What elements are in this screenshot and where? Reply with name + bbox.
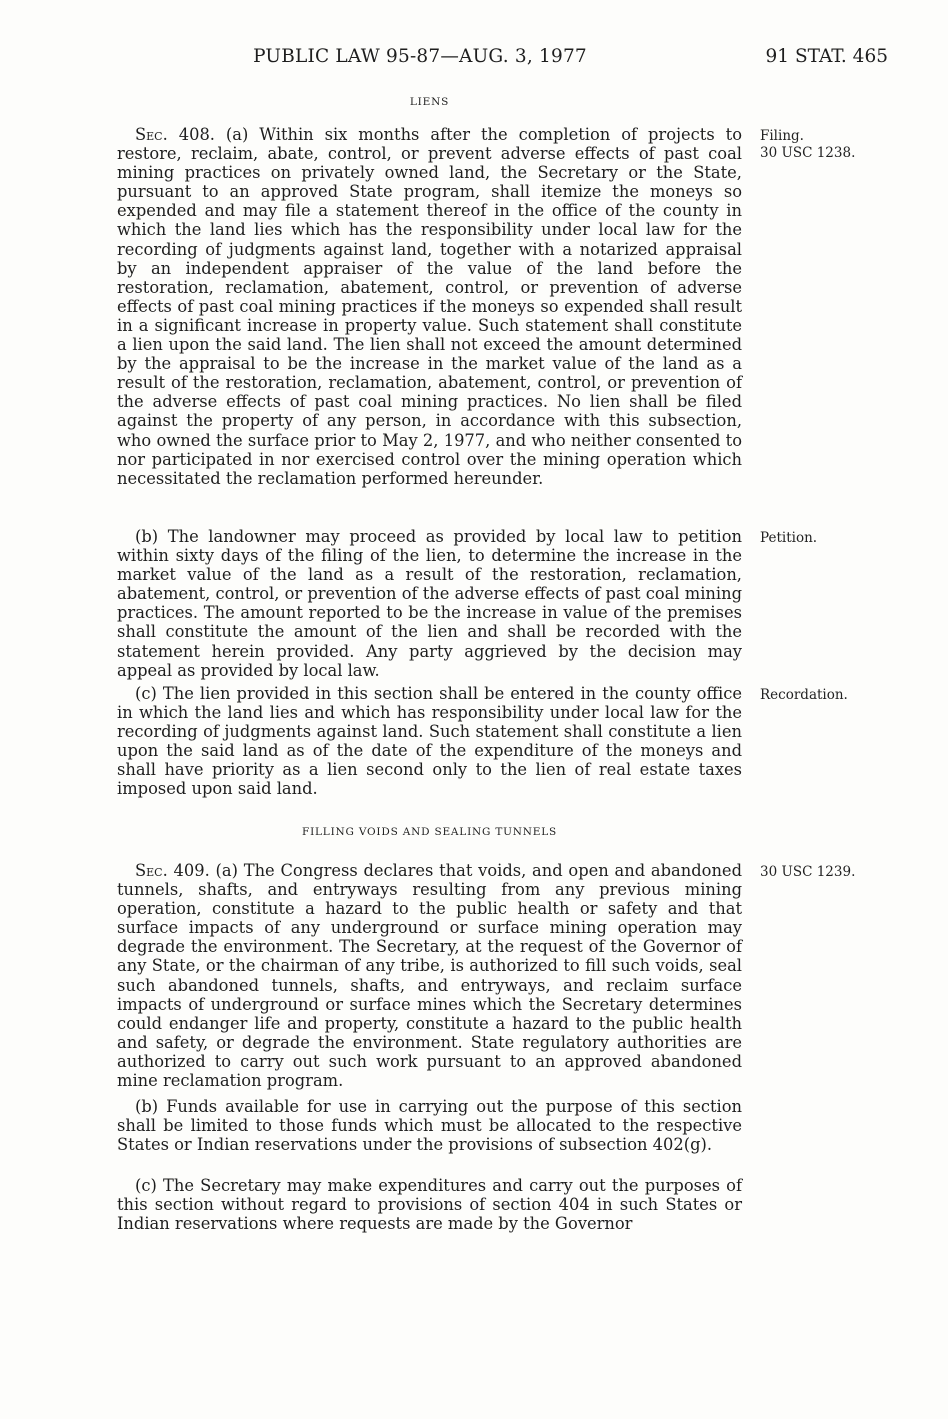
page-header <box>0 44 948 74</box>
liens-heading: LIENS <box>409 96 450 108</box>
statute-page-number: 91 STAT. 465 <box>765 46 888 67</box>
sec-408-b: (b) The landowner may proceed as provided by local law to petition within sixty days of the filing of the lien, to determine the increase in the market value of the land as a result of the restoration, reclamation, abatement, control, or prevention of the adverse effects of past coal mining practices. The amount reported to be the increase in value of the premises shall constitute the amount of the lien and shall be recorded with the statement herein provided. Any party aggrieved by the decision may appeal as provided by local law. <box>117 527 742 680</box>
sec-409-c: (c) The Secretary may make expenditures and carry out the purposes of this section without regard to provisions of section 404 in such States or Indian reservations where requests are made by the Governor <box>117 1176 742 1234</box>
margin-note-recordation: Recordation. <box>760 687 848 703</box>
sec-408-c: (c) The lien provided in this section shall be entered in the county office in which the land lies and which has responsibility under local law for the recording of judgments against land. Such statement shall constitute a lien upon the said land as of the date of the expenditure of the moneys and shall have priority as a lien second only to the lien of real estate taxes imposed upon said land. <box>117 684 742 799</box>
sec-409-a-text: 409. (a) The Congress declares that voids, and open and abandoned tunnels, shafts, and entryways resulting from any previous mining operation, constitute a hazard to the public health or safety and that surface impacts of any underground or surface mining operation may degrade the environment. The Secretary, at the request of the Governor of any State, or the chairman of any tribe, is authorized to fill such voids, seal such abandoned tunnels, shafts, and entryways, and reclaim surface impacts of underground or surface mines which the Secretary determines could endanger life and property, constitute a hazard to the public health and safety, or degrade the environment. State regulatory authorities are authorized to carry out such work pursuant to an approved abandoned mine reclamation program. <box>117 861 742 1091</box>
sec-408-a-text: 408. (a) Within six months after the completion of projects to restore, reclaim, abate, control, or prevent adverse effects of past coal mining practices on privately owned land, the Secretary or the State, pursuant to an approved State program, shall itemize the moneys so expended and may file a statement thereof in the office of the county in which the land lies which has the responsibility under local law for the recording of judgments against land, together with a notarized appraisal by an independent appraiser of the value of the land before the restoration, reclamation, abatement, control, or prevention of adverse effects of past coal mining practices if the moneys so expended shall result in a significant increase in property value. Such statement shall constitute a lien upon the said land. The lien shall not exceed the amount determined by the appraisal to be the increase in the market value of the land as a result of the restoration, reclamation, abatement, control, or prevention of the adverse effects of past coal mining practices. No lien shall be filed against the property of any person, in accordance with this subsection, who owned the surface prior to May 2, 1977, and who neither consented to nor participated in nor exercised control over the mining operation which necessitated the reclamation performed hereunder. <box>117 125 742 488</box>
sec-409-a <box>117 861 742 1090</box>
filing-note: Filing. <box>760 128 804 144</box>
voids-heading: FILLING VOIDS AND SEALING TUNNELS <box>301 826 557 838</box>
sec-408-a <box>117 125 742 488</box>
sec-409-b: (b) Funds available for use in carrying out the purpose of this section shall be limited to those funds which must be allocated to the respective States or Indian reservations under the provisions of subsection 402(g). <box>117 1097 742 1155</box>
margin-note-petition: Petition. <box>760 530 818 546</box>
sec-408-label: Sec. <box>135 125 168 144</box>
usc-1238-note: 30 USC 1238. <box>760 145 856 161</box>
margin-note-usc-1239: 30 USC 1239. <box>760 864 856 880</box>
sec-409-label: Sec. <box>135 861 168 880</box>
margin-note-filing <box>760 128 855 162</box>
law-title: PUBLIC LAW 95-87—AUG. 3, 1977 <box>253 46 587 67</box>
